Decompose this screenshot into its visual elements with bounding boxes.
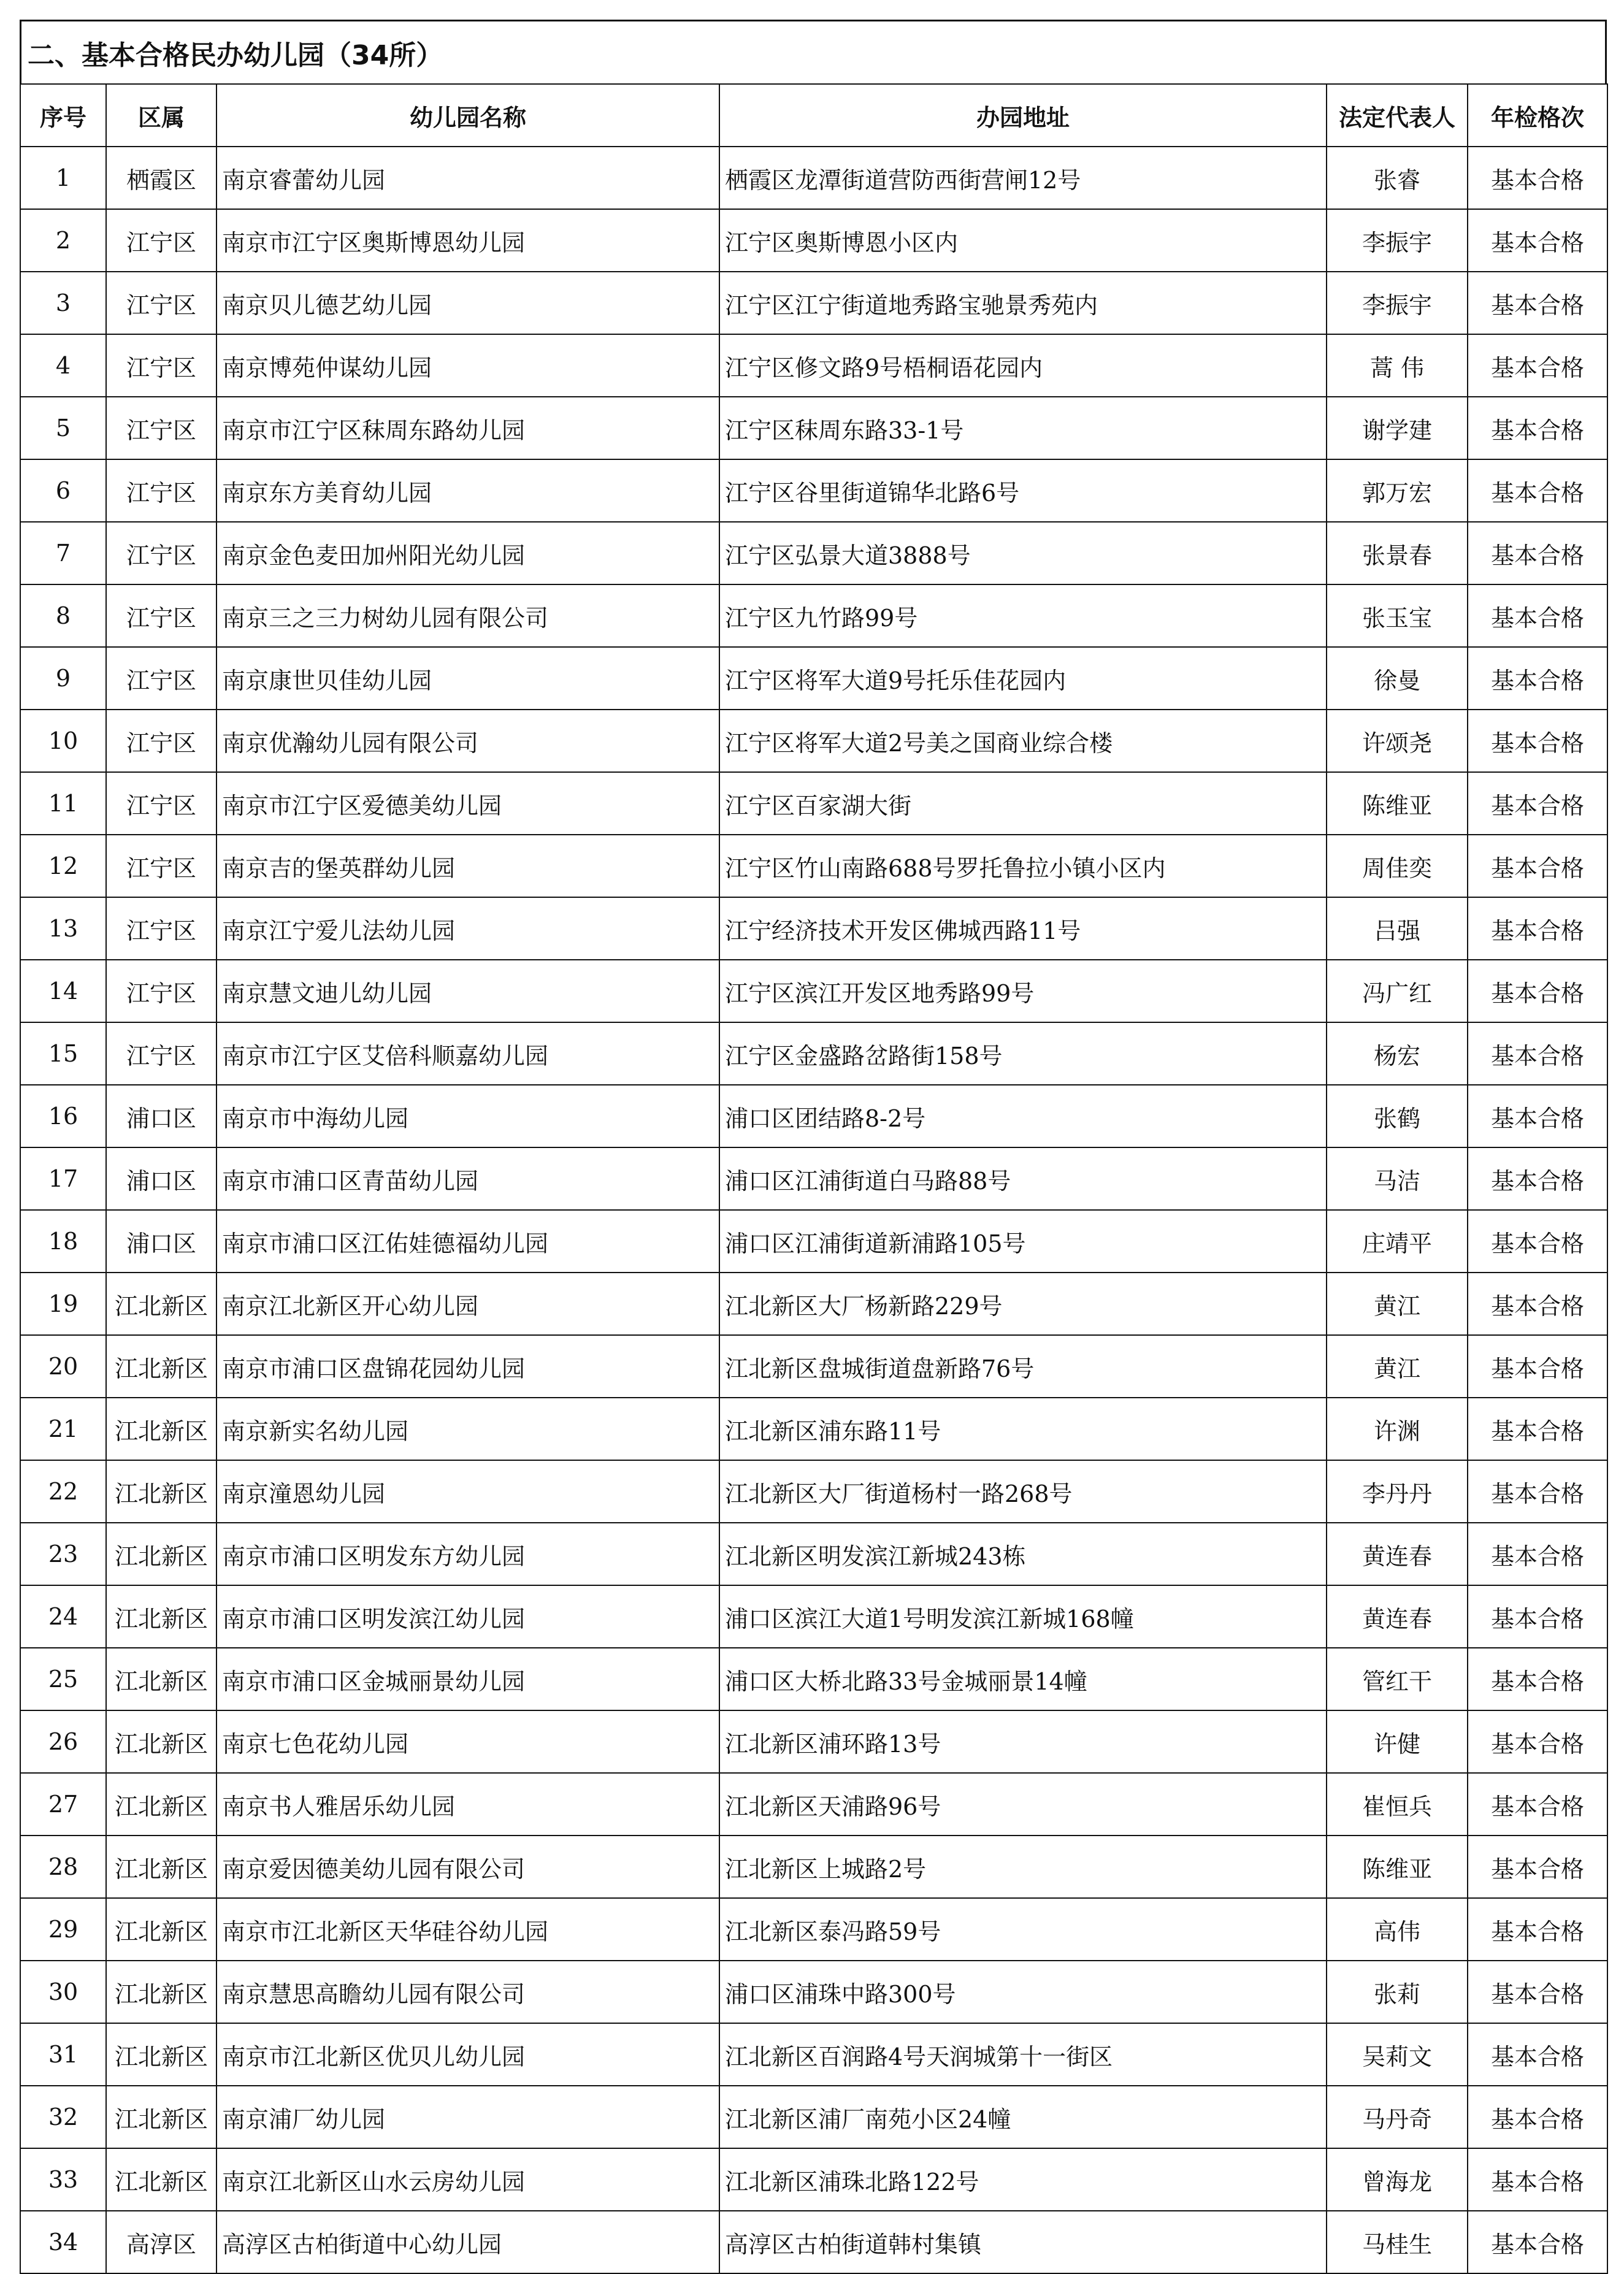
name-cell: 南京爱因德美幼儿园有限公司 bbox=[216, 1836, 719, 1898]
district-cell: 江宁区 bbox=[106, 772, 216, 835]
grade-cell: 基本合格 bbox=[1468, 1273, 1607, 1335]
representative-cell: 李振宇 bbox=[1327, 272, 1468, 334]
index-cell: 32 bbox=[20, 2086, 106, 2148]
index-cell: 2 bbox=[20, 209, 106, 272]
grade-cell: 基本合格 bbox=[1468, 1085, 1607, 1147]
grade-cell: 基本合格 bbox=[1468, 710, 1607, 772]
representative-cell: 张景春 bbox=[1327, 522, 1468, 584]
col-header-index: 序号 bbox=[20, 84, 106, 147]
table-row bbox=[20, 147, 1607, 209]
grade-cell: 基本合格 bbox=[1468, 1147, 1607, 1210]
index-cell: 17 bbox=[20, 1147, 106, 1210]
district-cell: 江宁区 bbox=[106, 459, 216, 522]
district-cell: 江北新区 bbox=[106, 2023, 216, 2086]
document-sheet bbox=[20, 20, 1607, 2274]
name-cell: 南京市浦口区盘锦花园幼儿园 bbox=[216, 1335, 719, 1398]
grade-cell: 基本合格 bbox=[1468, 1523, 1607, 1585]
representative-cell: 黄连春 bbox=[1327, 1585, 1468, 1648]
representative-cell: 张鹤 bbox=[1327, 1085, 1468, 1147]
representative-cell: 许健 bbox=[1327, 1710, 1468, 1773]
address-cell: 江宁区江宁街道地秀路宝驰景秀苑内 bbox=[719, 272, 1327, 334]
table-body bbox=[20, 147, 1607, 2273]
table-row bbox=[20, 710, 1607, 772]
index-cell: 15 bbox=[20, 1022, 106, 1085]
name-cell: 南京博苑仲谋幼儿园 bbox=[216, 334, 719, 397]
representative-cell: 周佳奕 bbox=[1327, 835, 1468, 897]
table-row bbox=[20, 1273, 1607, 1335]
representative-cell: 吴莉文 bbox=[1327, 2023, 1468, 2086]
name-cell: 南京江北新区开心幼儿园 bbox=[216, 1273, 719, 1335]
district-cell: 江宁区 bbox=[106, 960, 216, 1022]
table-row bbox=[20, 2086, 1607, 2148]
table-row bbox=[20, 960, 1607, 1022]
grade-cell: 基本合格 bbox=[1468, 647, 1607, 710]
grade-cell: 基本合格 bbox=[1468, 960, 1607, 1022]
address-cell: 江北新区浦厂南苑小区24幢 bbox=[719, 2086, 1327, 2148]
grade-cell: 基本合格 bbox=[1468, 1022, 1607, 1085]
representative-cell: 黄连春 bbox=[1327, 1523, 1468, 1585]
index-cell: 12 bbox=[20, 835, 106, 897]
table-row bbox=[20, 2023, 1607, 2086]
index-cell: 23 bbox=[20, 1523, 106, 1585]
index-cell: 34 bbox=[20, 2211, 106, 2273]
grade-cell: 基本合格 bbox=[1468, 209, 1607, 272]
table-row bbox=[20, 272, 1607, 334]
name-cell: 南京潼恩幼儿园 bbox=[216, 1460, 719, 1523]
index-cell: 7 bbox=[20, 522, 106, 584]
district-cell: 江宁区 bbox=[106, 1022, 216, 1085]
address-cell: 江宁区修文路9号梧桐语花园内 bbox=[719, 334, 1327, 397]
table-row bbox=[20, 1836, 1607, 1898]
index-cell: 26 bbox=[20, 1710, 106, 1773]
index-cell: 11 bbox=[20, 772, 106, 835]
name-cell: 南京市浦口区江佑娃德福幼儿园 bbox=[216, 1210, 719, 1273]
representative-cell: 郭万宏 bbox=[1327, 459, 1468, 522]
representative-cell: 曾海龙 bbox=[1327, 2148, 1468, 2211]
name-cell: 南京市浦口区明发东方幼儿园 bbox=[216, 1523, 719, 1585]
address-cell: 栖霞区龙潭街道营防西街营闸12号 bbox=[719, 147, 1327, 209]
table-row bbox=[20, 1773, 1607, 1836]
representative-cell: 庄靖平 bbox=[1327, 1210, 1468, 1273]
district-cell: 江北新区 bbox=[106, 1773, 216, 1836]
address-cell: 江宁区竹山南路688号罗托鲁拉小镇小区内 bbox=[719, 835, 1327, 897]
address-cell: 江北新区大厂杨新路229号 bbox=[719, 1273, 1327, 1335]
table-row bbox=[20, 2211, 1607, 2273]
district-cell: 江北新区 bbox=[106, 1335, 216, 1398]
index-cell: 1 bbox=[20, 147, 106, 209]
address-cell: 江北新区明发滨江新城243栋 bbox=[719, 1523, 1327, 1585]
district-cell: 江宁区 bbox=[106, 897, 216, 960]
name-cell: 南京康世贝佳幼儿园 bbox=[216, 647, 719, 710]
index-cell: 33 bbox=[20, 2148, 106, 2211]
district-cell: 江北新区 bbox=[106, 2086, 216, 2148]
district-cell: 江宁区 bbox=[106, 334, 216, 397]
address-cell: 江宁区将军大道2号美之国商业综合楼 bbox=[719, 710, 1327, 772]
representative-cell: 谢学建 bbox=[1327, 397, 1468, 459]
representative-cell: 李振宇 bbox=[1327, 209, 1468, 272]
address-cell: 江宁区滨江开发区地秀路99号 bbox=[719, 960, 1327, 1022]
table-row bbox=[20, 647, 1607, 710]
index-cell: 29 bbox=[20, 1898, 106, 1961]
address-cell: 江宁区九竹路99号 bbox=[719, 584, 1327, 647]
table-row bbox=[20, 209, 1607, 272]
address-cell: 江北新区天浦路96号 bbox=[719, 1773, 1327, 1836]
table-row bbox=[20, 1398, 1607, 1460]
col-header-representative: 法定代表人 bbox=[1327, 84, 1468, 147]
grade-cell: 基本合格 bbox=[1468, 147, 1607, 209]
representative-cell: 张睿 bbox=[1327, 147, 1468, 209]
address-cell: 江北新区泰冯路59号 bbox=[719, 1898, 1327, 1961]
representative-cell: 吕强 bbox=[1327, 897, 1468, 960]
address-cell: 江宁区金盛路岔路街158号 bbox=[719, 1022, 1327, 1085]
name-cell: 南京慧文迪儿幼儿园 bbox=[216, 960, 719, 1022]
name-cell: 高淳区古柏街道中心幼儿园 bbox=[216, 2211, 719, 2273]
index-cell: 5 bbox=[20, 397, 106, 459]
index-cell: 8 bbox=[20, 584, 106, 647]
section-title: 二、基本合格民办幼儿园（34所） bbox=[20, 20, 1607, 83]
grade-cell: 基本合格 bbox=[1468, 2086, 1607, 2148]
representative-cell: 冯广红 bbox=[1327, 960, 1468, 1022]
name-cell: 南京市浦口区青苗幼儿园 bbox=[216, 1147, 719, 1210]
table-row bbox=[20, 1210, 1607, 1273]
district-cell: 江宁区 bbox=[106, 522, 216, 584]
district-cell: 江北新区 bbox=[106, 1710, 216, 1773]
grade-cell: 基本合格 bbox=[1468, 897, 1607, 960]
name-cell: 南京新实名幼儿园 bbox=[216, 1398, 719, 1460]
name-cell: 南京书人雅居乐幼儿园 bbox=[216, 1773, 719, 1836]
name-cell: 南京睿蕾幼儿园 bbox=[216, 147, 719, 209]
district-cell: 江北新区 bbox=[106, 1398, 216, 1460]
name-cell: 南京贝儿德艺幼儿园 bbox=[216, 272, 719, 334]
table-row bbox=[20, 897, 1607, 960]
address-cell: 浦口区江浦街道白马路88号 bbox=[719, 1147, 1327, 1210]
representative-cell: 蒿 伟 bbox=[1327, 334, 1468, 397]
table-row bbox=[20, 1085, 1607, 1147]
name-cell: 南京浦厂幼儿园 bbox=[216, 2086, 719, 2148]
table-row bbox=[20, 1335, 1607, 1398]
representative-cell: 张莉 bbox=[1327, 1961, 1468, 2023]
index-cell: 28 bbox=[20, 1836, 106, 1898]
district-cell: 江北新区 bbox=[106, 1961, 216, 2023]
address-cell: 浦口区大桥北路33号金城丽景14幢 bbox=[719, 1648, 1327, 1710]
name-cell: 南京金色麦田加州阳光幼儿园 bbox=[216, 522, 719, 584]
col-header-grade: 年检格次 bbox=[1468, 84, 1607, 147]
grade-cell: 基本合格 bbox=[1468, 1648, 1607, 1710]
table-row bbox=[20, 1710, 1607, 1773]
table-row bbox=[20, 1961, 1607, 2023]
grade-cell: 基本合格 bbox=[1468, 1836, 1607, 1898]
name-cell: 南京市江北新区优贝儿幼儿园 bbox=[216, 2023, 719, 2086]
representative-cell: 许颂尧 bbox=[1327, 710, 1468, 772]
representative-cell: 马丹奇 bbox=[1327, 2086, 1468, 2148]
district-cell: 江北新区 bbox=[106, 1836, 216, 1898]
col-header-address: 办园地址 bbox=[719, 84, 1327, 147]
address-cell: 浦口区滨江大道1号明发滨江新城168幢 bbox=[719, 1585, 1327, 1648]
address-cell: 江宁区秣周东路33-1号 bbox=[719, 397, 1327, 459]
representative-cell: 陈维亚 bbox=[1327, 1836, 1468, 1898]
index-cell: 18 bbox=[20, 1210, 106, 1273]
district-cell: 江北新区 bbox=[106, 1460, 216, 1523]
name-cell: 南京市江宁区秣周东路幼儿园 bbox=[216, 397, 719, 459]
address-cell: 江北新区百润路4号天润城第十一街区 bbox=[719, 2023, 1327, 2086]
name-cell: 南京江宁爱儿法幼儿园 bbox=[216, 897, 719, 960]
table-row bbox=[20, 459, 1607, 522]
district-cell: 江北新区 bbox=[106, 1585, 216, 1648]
index-cell: 24 bbox=[20, 1585, 106, 1648]
index-cell: 21 bbox=[20, 1398, 106, 1460]
representative-cell: 李丹丹 bbox=[1327, 1460, 1468, 1523]
grade-cell: 基本合格 bbox=[1468, 1710, 1607, 1773]
address-cell: 江宁区将军大道9号托乐佳花园内 bbox=[719, 647, 1327, 710]
table-row bbox=[20, 1022, 1607, 1085]
index-cell: 14 bbox=[20, 960, 106, 1022]
district-cell: 江宁区 bbox=[106, 272, 216, 334]
index-cell: 19 bbox=[20, 1273, 106, 1335]
address-cell: 江宁区弘景大道3888号 bbox=[719, 522, 1327, 584]
table-row bbox=[20, 1898, 1607, 1961]
table-row bbox=[20, 772, 1607, 835]
address-cell: 江北新区浦珠北路122号 bbox=[719, 2148, 1327, 2211]
representative-cell: 黄江 bbox=[1327, 1273, 1468, 1335]
grade-cell: 基本合格 bbox=[1468, 1398, 1607, 1460]
name-cell: 南京慧思高瞻幼儿园有限公司 bbox=[216, 1961, 719, 2023]
address-cell: 江北新区大厂街道杨村一路268号 bbox=[719, 1460, 1327, 1523]
grade-cell: 基本合格 bbox=[1468, 1898, 1607, 1961]
name-cell: 南京吉的堡英群幼儿园 bbox=[216, 835, 719, 897]
kindergarten-table bbox=[20, 83, 1608, 2274]
grade-cell: 基本合格 bbox=[1468, 2211, 1607, 2273]
representative-cell: 管红干 bbox=[1327, 1648, 1468, 1710]
index-cell: 4 bbox=[20, 334, 106, 397]
table-row bbox=[20, 1523, 1607, 1585]
table-row bbox=[20, 1648, 1607, 1710]
index-cell: 13 bbox=[20, 897, 106, 960]
name-cell: 南京市中海幼儿园 bbox=[216, 1085, 719, 1147]
representative-cell: 张玉宝 bbox=[1327, 584, 1468, 647]
district-cell: 江北新区 bbox=[106, 1523, 216, 1585]
index-cell: 10 bbox=[20, 710, 106, 772]
address-cell: 江北新区上城路2号 bbox=[719, 1836, 1327, 1898]
name-cell: 南京三之三力树幼儿园有限公司 bbox=[216, 584, 719, 647]
district-cell: 江宁区 bbox=[106, 710, 216, 772]
index-cell: 3 bbox=[20, 272, 106, 334]
table-row bbox=[20, 835, 1607, 897]
district-cell: 江宁区 bbox=[106, 397, 216, 459]
district-cell: 江宁区 bbox=[106, 835, 216, 897]
address-cell: 高淳区古柏街道韩村集镇 bbox=[719, 2211, 1327, 2273]
name-cell: 南京优瀚幼儿园有限公司 bbox=[216, 710, 719, 772]
grade-cell: 基本合格 bbox=[1468, 397, 1607, 459]
col-header-name: 幼儿园名称 bbox=[216, 84, 719, 147]
representative-cell: 许渊 bbox=[1327, 1398, 1468, 1460]
grade-cell: 基本合格 bbox=[1468, 1335, 1607, 1398]
representative-cell: 马桂生 bbox=[1327, 2211, 1468, 2273]
grade-cell: 基本合格 bbox=[1468, 2148, 1607, 2211]
district-cell: 栖霞区 bbox=[106, 147, 216, 209]
address-cell: 江北新区浦东路11号 bbox=[719, 1398, 1327, 1460]
address-cell: 江宁经济技术开发区佛城西路11号 bbox=[719, 897, 1327, 960]
district-cell: 江北新区 bbox=[106, 1898, 216, 1961]
district-cell: 江宁区 bbox=[106, 647, 216, 710]
address-cell: 浦口区江浦街道新浦路105号 bbox=[719, 1210, 1327, 1273]
table-row bbox=[20, 522, 1607, 584]
table-row bbox=[20, 334, 1607, 397]
grade-cell: 基本合格 bbox=[1468, 272, 1607, 334]
representative-cell: 高伟 bbox=[1327, 1898, 1468, 1961]
index-cell: 9 bbox=[20, 647, 106, 710]
grade-cell: 基本合格 bbox=[1468, 2023, 1607, 2086]
grade-cell: 基本合格 bbox=[1468, 772, 1607, 835]
district-cell: 浦口区 bbox=[106, 1085, 216, 1147]
grade-cell: 基本合格 bbox=[1468, 1210, 1607, 1273]
district-cell: 浦口区 bbox=[106, 1147, 216, 1210]
representative-cell: 黄江 bbox=[1327, 1335, 1468, 1398]
header-row bbox=[20, 84, 1607, 147]
index-cell: 22 bbox=[20, 1460, 106, 1523]
grade-cell: 基本合格 bbox=[1468, 459, 1607, 522]
grade-cell: 基本合格 bbox=[1468, 584, 1607, 647]
name-cell: 南京江北新区山水云房幼儿园 bbox=[216, 2148, 719, 2211]
address-cell: 江北新区浦环路13号 bbox=[719, 1710, 1327, 1773]
address-cell: 江宁区谷里街道锦华北路6号 bbox=[719, 459, 1327, 522]
address-cell: 江宁区奥斯博恩小区内 bbox=[719, 209, 1327, 272]
grade-cell: 基本合格 bbox=[1468, 1773, 1607, 1836]
name-cell: 南京市浦口区明发滨江幼儿园 bbox=[216, 1585, 719, 1648]
table-row bbox=[20, 584, 1607, 647]
address-cell: 江宁区百家湖大街 bbox=[719, 772, 1327, 835]
col-header-district: 区属 bbox=[106, 84, 216, 147]
district-cell: 江宁区 bbox=[106, 209, 216, 272]
address-cell: 江北新区盘城街道盘新路76号 bbox=[719, 1335, 1327, 1398]
grade-cell: 基本合格 bbox=[1468, 1585, 1607, 1648]
name-cell: 南京东方美育幼儿园 bbox=[216, 459, 719, 522]
name-cell: 南京七色花幼儿园 bbox=[216, 1710, 719, 1773]
district-cell: 江北新区 bbox=[106, 2148, 216, 2211]
representative-cell: 陈维亚 bbox=[1327, 772, 1468, 835]
district-cell: 江宁区 bbox=[106, 584, 216, 647]
grade-cell: 基本合格 bbox=[1468, 334, 1607, 397]
address-cell: 浦口区浦珠中路300号 bbox=[719, 1961, 1327, 2023]
representative-cell: 杨宏 bbox=[1327, 1022, 1468, 1085]
index-cell: 6 bbox=[20, 459, 106, 522]
representative-cell: 马洁 bbox=[1327, 1147, 1468, 1210]
table-row bbox=[20, 397, 1607, 459]
name-cell: 南京市江宁区艾倍科顺嘉幼儿园 bbox=[216, 1022, 719, 1085]
representative-cell: 崔恒兵 bbox=[1327, 1773, 1468, 1836]
district-cell: 江北新区 bbox=[106, 1648, 216, 1710]
grade-cell: 基本合格 bbox=[1468, 522, 1607, 584]
table-row bbox=[20, 2148, 1607, 2211]
index-cell: 31 bbox=[20, 2023, 106, 2086]
index-cell: 16 bbox=[20, 1085, 106, 1147]
index-cell: 27 bbox=[20, 1773, 106, 1836]
district-cell: 江北新区 bbox=[106, 1273, 216, 1335]
name-cell: 南京市江北新区天华硅谷幼儿园 bbox=[216, 1898, 719, 1961]
district-cell: 高淳区 bbox=[106, 2211, 216, 2273]
grade-cell: 基本合格 bbox=[1468, 1460, 1607, 1523]
grade-cell: 基本合格 bbox=[1468, 1961, 1607, 2023]
table-row bbox=[20, 1585, 1607, 1648]
index-cell: 30 bbox=[20, 1961, 106, 2023]
representative-cell: 徐曼 bbox=[1327, 647, 1468, 710]
index-cell: 25 bbox=[20, 1648, 106, 1710]
index-cell: 20 bbox=[20, 1335, 106, 1398]
name-cell: 南京市浦口区金城丽景幼儿园 bbox=[216, 1648, 719, 1710]
grade-cell: 基本合格 bbox=[1468, 835, 1607, 897]
table-row bbox=[20, 1460, 1607, 1523]
name-cell: 南京市江宁区爱德美幼儿园 bbox=[216, 772, 719, 835]
name-cell: 南京市江宁区奥斯博恩幼儿园 bbox=[216, 209, 719, 272]
district-cell: 浦口区 bbox=[106, 1210, 216, 1273]
table-row bbox=[20, 1147, 1607, 1210]
address-cell: 浦口区团结路8-2号 bbox=[719, 1085, 1327, 1147]
